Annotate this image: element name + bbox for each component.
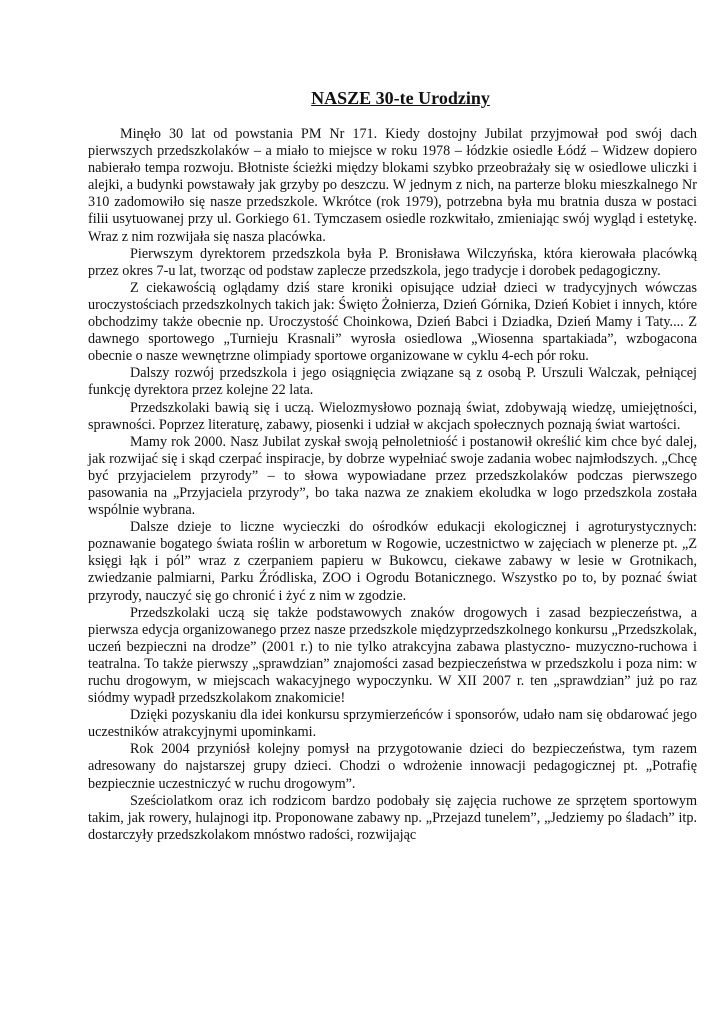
paragraph-1: Minęło 30 lat od powstania PM Nr 171. Kiedy dostojny Jubilat przyjmował pod swój dach pierwszych przedszkolaków – a miało to miejsce w roku 1978 – łódzkie osiedle Łódź – Widzew dopiero nabierało tempa rozwoju. Błotniste ścieżki między blokami szybko przeobrażały się w osiedlowe uliczki i alejki, a budynki powstawały jak grzyby po deszczu. W jednym z nich, na parterze bloku mieszkalnego Nr 310 zadomowiło się nasze przedszkole. Wkrótce (rok 1979), potrzebna była mu bratnia dusza w postaci filii usytuowanej przy ul. Gorkiego 61. Tymczasem osiedle rozkwitało, zmieniając swój wygląd i estetykę. Wraz z nim rozwijała się nasza placówka. bbox=[88, 126, 697, 245]
paragraph-9: Dzięki pozyskaniu dla idei konkursu sprzymierzeńców i sponsorów, udało nam się obdarować jego uczestników atrakcyjnymi upominkami. bbox=[88, 707, 697, 741]
paragraph-2: Pierwszym dyrektorem przedszkola była P. Bronisława Wilczyńska, która kierowała placówką przez okres 7-u lat, tworząc od podstaw zaplecze przedszkola, jego tradycje i dorobek pedagogiczny. bbox=[88, 245, 697, 279]
paragraph-8: Przedszkolaki uczą się także podstawowych znaków drogowych i zasad bezpieczeństwa, a pierwsza edycja organizowanego przez nasze przedszkole międzyprzedszkolnego konkursu „Przedszkolak, uczeń bezpieczni na drodze” (2001 r.) to nie tylko atrakcyjna zabawa plastyczno- muzyczno-ruchowa i teatralna. To także pierwszy „sprawdzian” znajomości zasad bezpieczeństwa w przedszkolu i poza nim: w ruchu drogowym, w miejscach wakacyjnego wypoczynku. W XII 2007 r. ten „sprawdzian” już po raz siódmy wypadł przedszkolakom znakomicie! bbox=[88, 604, 697, 707]
paragraph-3: Z ciekawością oglądamy dziś stare kroniki opisujące udział dzieci w tradycyjnych wówczas uroczystościach przedszkolnych takich jak: Święto Żołnierza, Dzień Górnika, Dzień Kobiet i innych, które obchodzimy także obecnie np. Uroczystość Choinkowa, Dzień Babci i Dziadka, Dzień Mamy i Taty.... Z dawnego sportowego „Turnieju Krasnali” wyrosła osiedlowa „Wiosenna spartakiada”, wzbogacona obecnie o nasze wewnętrzne olimpiady sportowe organizowane w cyklu 4-ech pór roku. bbox=[88, 279, 697, 365]
paragraph-11: Sześciolatkom oraz ich rodzicom bardzo podobały się zajęcia ruchowe ze sprzętem sportowym takim, jak rowery, hulajnogi itp. Proponowane zabawy np. „Przejazd tunelem”, „Jedziemy po śladach” itp. dostarczyły przedszkolakom mnóstwo radości, rozwijając bbox=[88, 792, 697, 843]
paragraph-7: Dalsze dzieje to liczne wycieczki do ośrodków edukacji ekologicznej i agroturystycznych: poznawanie bogatego świata roślin w arboretum w Rogowie, uczestnictwo w zajęciach w plenerze pt. „Z księgi łąk i pól” wraz z czerpaniem papieru w Bukowcu, ciekawe zabawy w lesie w Grotnikach, zwiedzanie palmiarni, Parku Źródliska, ZOO i Ogrodu Botanicznego. Wszystko po to, by poznać świat przyrody, nauczyć się go chronić i żyć z nim w zgodzie. bbox=[88, 519, 697, 604]
page-title: NASZE 30-te Urodziny bbox=[311, 88, 490, 108]
paragraph-10: Rok 2004 przyniósł kolejny pomysł na przygotowanie dzieci do bezpieczeństwa, tym razem adresowany do najstarszej grupy dzieci. Chodzi o wdrożenie innowacji pedagogicznej pt. „Potrafię bezpiecznie uczestniczyć w ruchu drogowym”. bbox=[88, 741, 697, 792]
paragraph-4: Dalszy rozwój przedszkola i jego osiągnięcia związane są z osobą P. Urszuli Walczak, pełniącej funkcję dyrektora przez kolejne 22 lata. bbox=[88, 365, 697, 399]
paragraph-5: Przedszkolaki bawią się i uczą. Wielozmysłowo poznają świat, zdobywają wiedzę, umiejętności, sprawności. Poprzez literaturę, zabawy, piosenki i udział w akcjach społecznych poznają świat wartości. bbox=[88, 399, 697, 433]
paragraph-6: Mamy rok 2000. Nasz Jubilat zyskał swoją pełnoletniość i postanowił określić kim chce być dalej, jak rozwijać się i skąd czerpać inspiracje, by dobrze wypełniać swoje zadania wobec najmłodszych. „Chcę być przyjacielem przyrody” – to słowa wypowiadane przez przedszkolaków podczas pierwszego pasowania na „Przyjaciela przyrody”, bo taka nazwa ze znakiem ekoludka w logo przedszkola została wspólnie wybrana. bbox=[88, 433, 697, 519]
